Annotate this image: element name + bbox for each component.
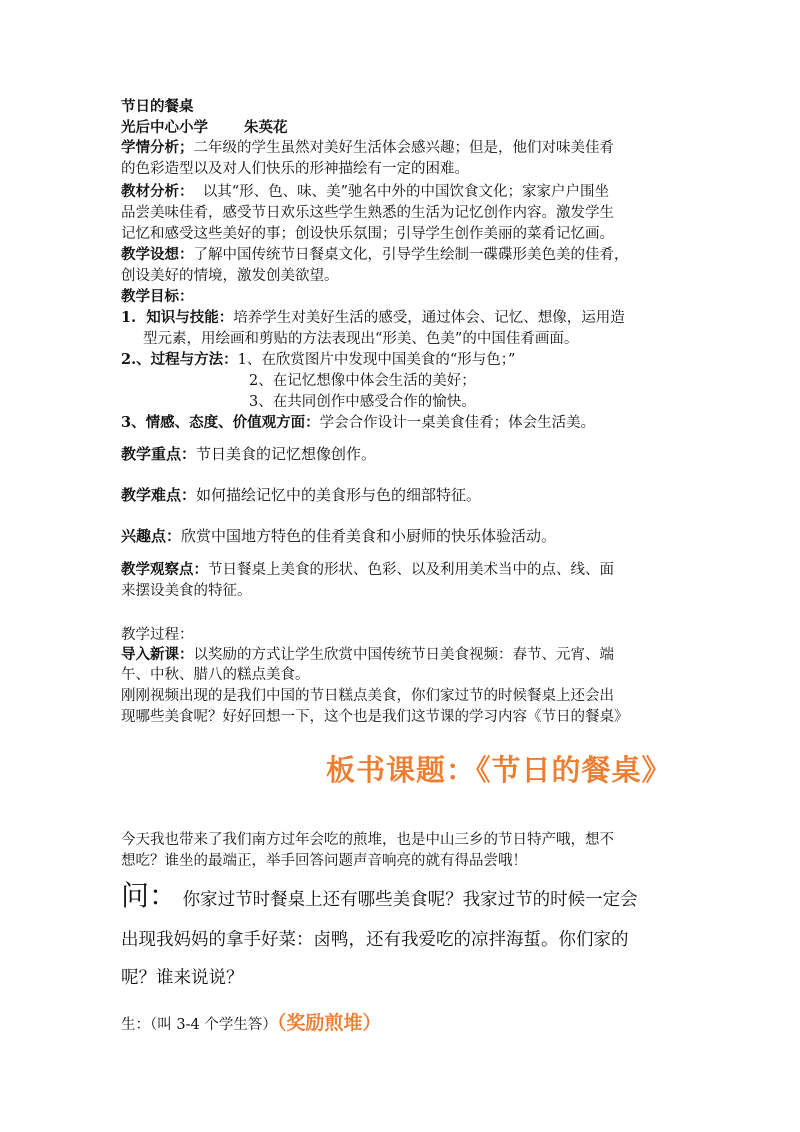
goal2-line-3: 3、在共同创作中感受合作的愉快。 [249,394,476,410]
xueqing-label: 学情分析； [121,139,194,156]
nandian-line: 教学难点：如何描绘记忆中的美食形与色的细部特征。 [121,486,482,504]
reward-text: （奖励煎堆） [276,1012,382,1034]
guancha-line-1: 教学观察点：节日餐桌上美食的形状、色彩、以及利用美术当中的点、线、面 [121,561,614,578]
para2-line-2: 想吃？谁坐的最端正，举手回答问题声音响亮的就有得品尝哦！ [121,853,527,869]
sheshi-label: 教学设想： [121,246,194,263]
sheng-label: 生： [121,1017,150,1033]
daoru-line-2: 午、中秋、腊八的糕点美食。 [121,667,310,683]
school-author-line [121,118,288,138]
xueqing-line-2: 的色彩造型以及对人们快乐的形神描绘有一定的困难。 [121,161,469,177]
wen-label: 问： [121,879,178,912]
goal2-label: 2.、过程与方法： [121,351,238,368]
zhongdian-line: 教学重点：节日美食的记忆想像创作。 [121,445,377,463]
guancha-label: 教学观察点： [121,561,208,578]
goal2-line-1: 2.、过程与方法：1、在欣赏图片中发现中国美食的“形与色；” [121,351,516,368]
school-name: 光后中心小学 [121,119,208,136]
daoru-label: 导入新课： [121,646,194,663]
goal1-line-2: 型元素，用绘画和剪贴的方法表现出“形美、色美”的中国佳肴画面。 [143,331,579,347]
xueqing-line-1: 学情分析；二年级的学生虽然对美好生活体会感兴趣；但是，他们对味美佳肴 [121,139,614,156]
goal3-line: 3、情感、态度、价值观方面：学会合作设计一桌美食佳肴；体会生活美。 [121,414,596,431]
jiaocai-label: 教材分析： [121,183,194,200]
jiaocai-line-3: 记忆和感受这些美好的事；创设快乐氛围；引导学生创作美丽的菜肴记忆画。 [121,226,614,242]
goal1-line-1: 1. 知识与技能：培养学生对美好生活的感受，通过体会、记忆、想像，运用造 [121,309,625,326]
daoru-line-1: 导入新课：以奖励的方式让学生欣赏中国传统节日美食视频：春节、元宵、端 [121,646,614,663]
goal3-label: 3、情感、态度、价值观方面： [121,414,320,431]
guancha-line-2: 来摆设美食的特征。 [121,583,252,599]
zhongdian-label: 教学重点： [121,445,197,463]
wen-line-2: 出现我妈妈的拿手好菜：卤鸭，还有我爱吃的凉拌海蜇。你们家的 [121,930,629,950]
goal2-line-2: 2、在记忆想像中体会生活的美好； [249,373,476,389]
guocheng-label: 教学过程： [121,627,194,643]
author-name: 朱英花 [244,119,288,136]
jiaocai-line-2: 品尝美味佳肴，感受节日欢乐这些学生熟悉的生活为记忆创作内容。激发学生 [121,205,614,221]
mubiao-label: 教学目标： [121,288,194,305]
wen-line-1: 问： 你家过节时餐桌上还有哪些美食呢？我家过节的时候一定会 [121,879,638,912]
quweidian-label: 兴趣点： [121,527,182,545]
para2-line-1: 今天我也带来了我们南方过年会吃的煎堆，也是中山三乡的节日特产哦，想不 [121,832,614,848]
banshu-title: 板书课题：《节日的餐桌》 [326,753,672,787]
nandian-label: 教学难点： [121,486,197,504]
sheshi-line-2: 创设美好的情境，激发创美欲望。 [121,268,339,284]
para1-line-1: 刚刚视频出现的是我们中国的节日糕点美食，你们家过节的时候餐桌上还会出 [121,688,614,704]
doc-title: 节日的餐桌 [121,98,194,115]
jiaocai-line-1: 教材分析： 以其“形、色、味、美”驰名中外的中国饮食文化；家家户户围坐 [121,183,610,200]
sheng-line: 生：（叫 3-4 个学生答）（奖励煎堆） [121,1012,382,1034]
sheshi-line-1: 教学设想：了解中国传统节日餐桌文化，引导学生绘制一碟碟形美色美的佳肴， [121,246,629,263]
para1-line-2: 现哪些美食呢？好好回想一下，这个也是我们这节课的学习内容《节日的餐桌》 [121,709,629,725]
goal1-label: 1. 知识与技能： [121,309,234,326]
quweidian-line: 兴趣点：欣赏中国地方特色的佳肴美食和小厨师的快乐体验活动。 [121,527,557,545]
wen-line-3: 呢？谁来说说？ [121,968,244,988]
